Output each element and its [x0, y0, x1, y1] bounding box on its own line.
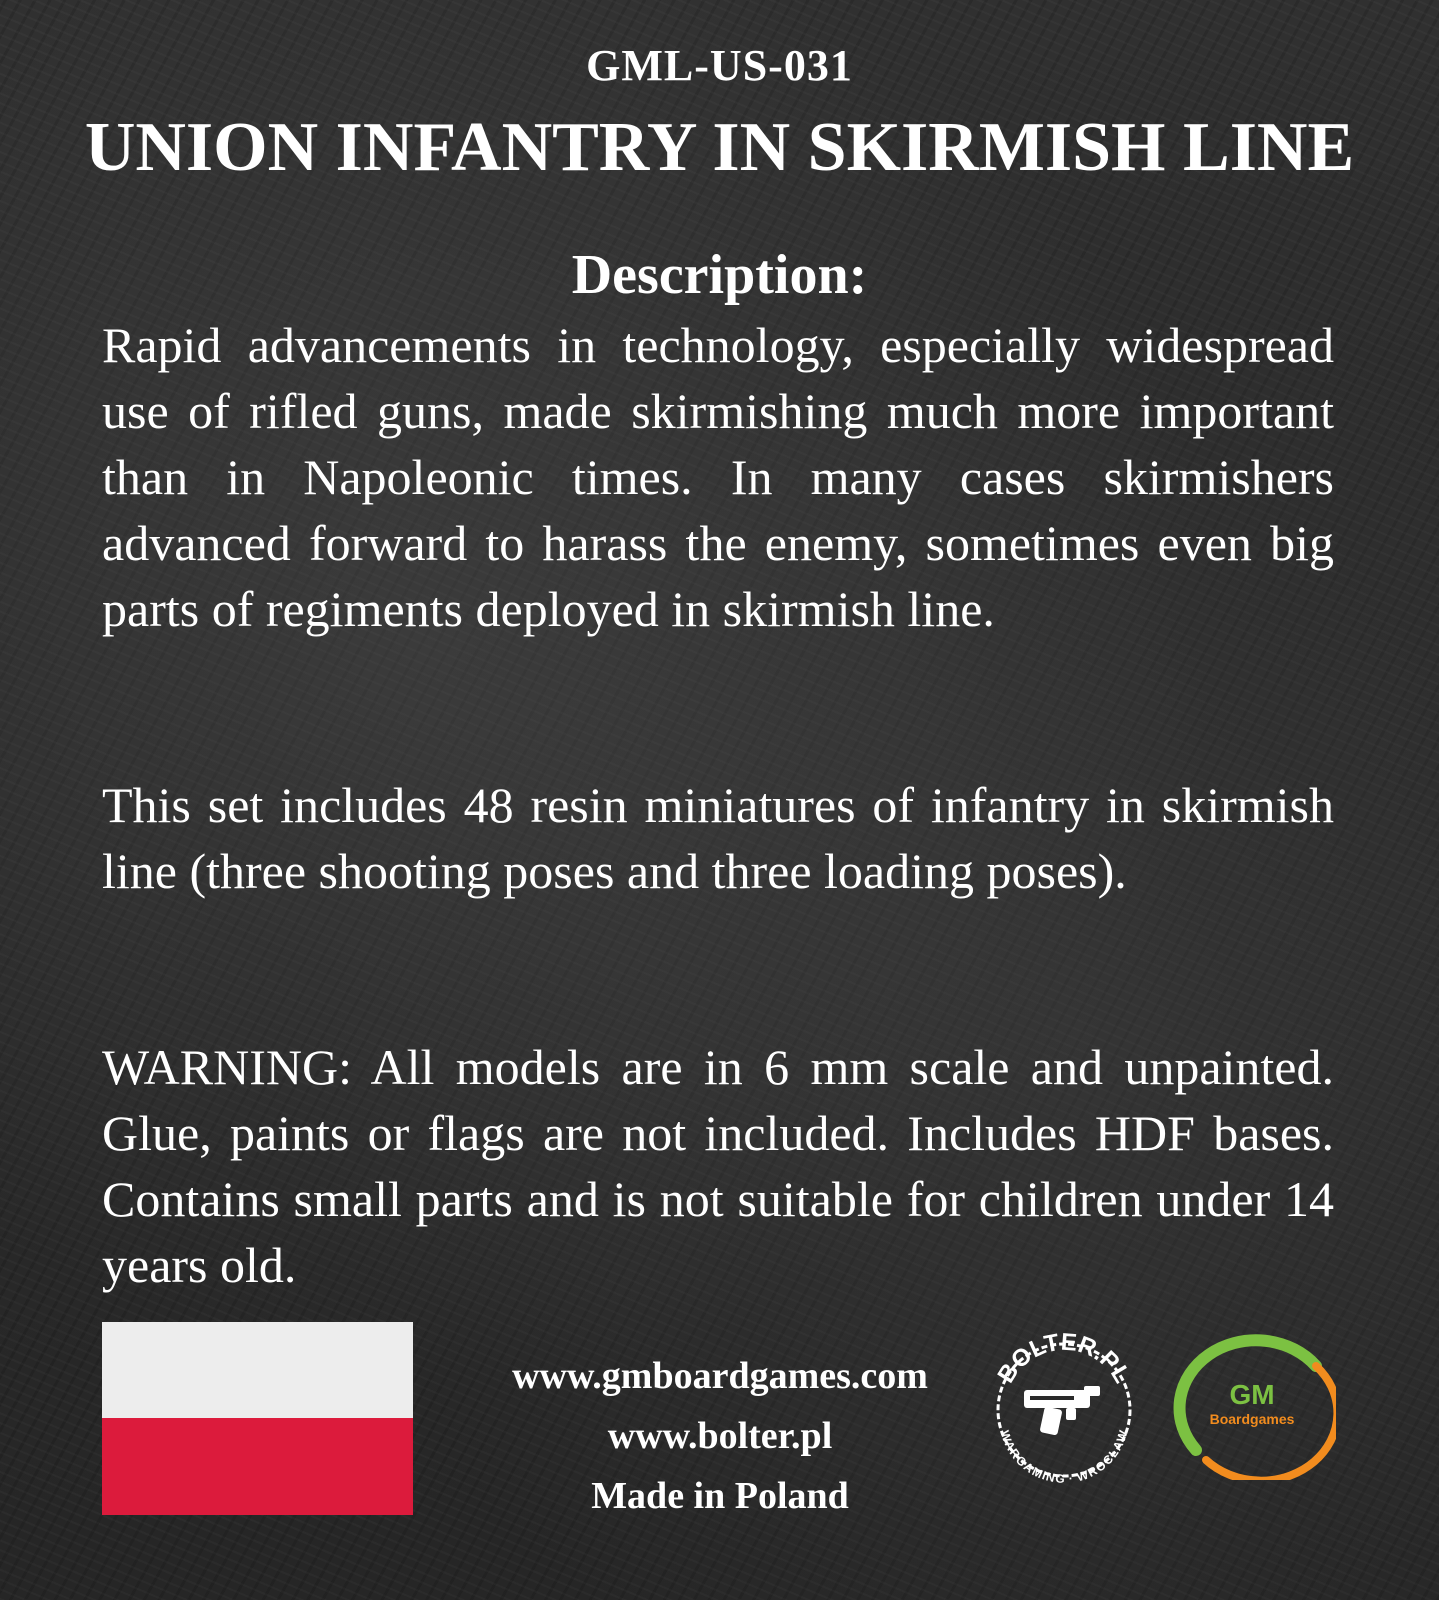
website-gmboardgames-link[interactable]: www.gmboardgames.com [512, 1355, 928, 1397]
gun-icon [1024, 1386, 1100, 1436]
poland-flag-icon [102, 1322, 413, 1515]
warning-paragraph: WARNING: All models are in 6 mm scale and unpainted. Glue, paints or flags are not included. Includes HDF bases. Contains small parts and is not suitable for children under 14 years old. [102, 1039, 1334, 1293]
made-in-label: Made in Poland [591, 1475, 849, 1517]
product-code: GML-US-031 [586, 41, 853, 90]
footer-links [480, 1346, 960, 1526]
flag-red-stripe [102, 1418, 413, 1515]
product-title: UNION INFANTRY IN SKIRMISH LINE [84, 109, 1355, 186]
gm-sub-text: Boardgames [1209, 1411, 1295, 1427]
flag-white-stripe [102, 1322, 413, 1418]
website-bolter-link[interactable]: www.bolter.pl [607, 1415, 833, 1457]
gm-main-text: GM [1229, 1379, 1275, 1410]
bolter-bottom-text: WARGAMING · WROCŁAW [997, 1428, 1131, 1486]
gm-boardgames-logo-icon [1166, 1332, 1336, 1480]
bolter-logo-icon [984, 1328, 1144, 1488]
bolter-top-text: BOLTER.PL [992, 1328, 1136, 1388]
description-heading: Description: [571, 244, 868, 306]
description-paragraph-2: This set includes 48 resin miniatures of infantry in skirmish line (three shooting poses and three loading poses). [102, 777, 1334, 899]
description-paragraph-1: Rapid advancements in technology, especially widespread use of rifled guns, made skirmishing much more important than in Napoleonic times. In many cases skirmishers advanced forward to harass the enemy, sometimes even big parts of regiments deployed in skirmish line. [102, 317, 1334, 637]
